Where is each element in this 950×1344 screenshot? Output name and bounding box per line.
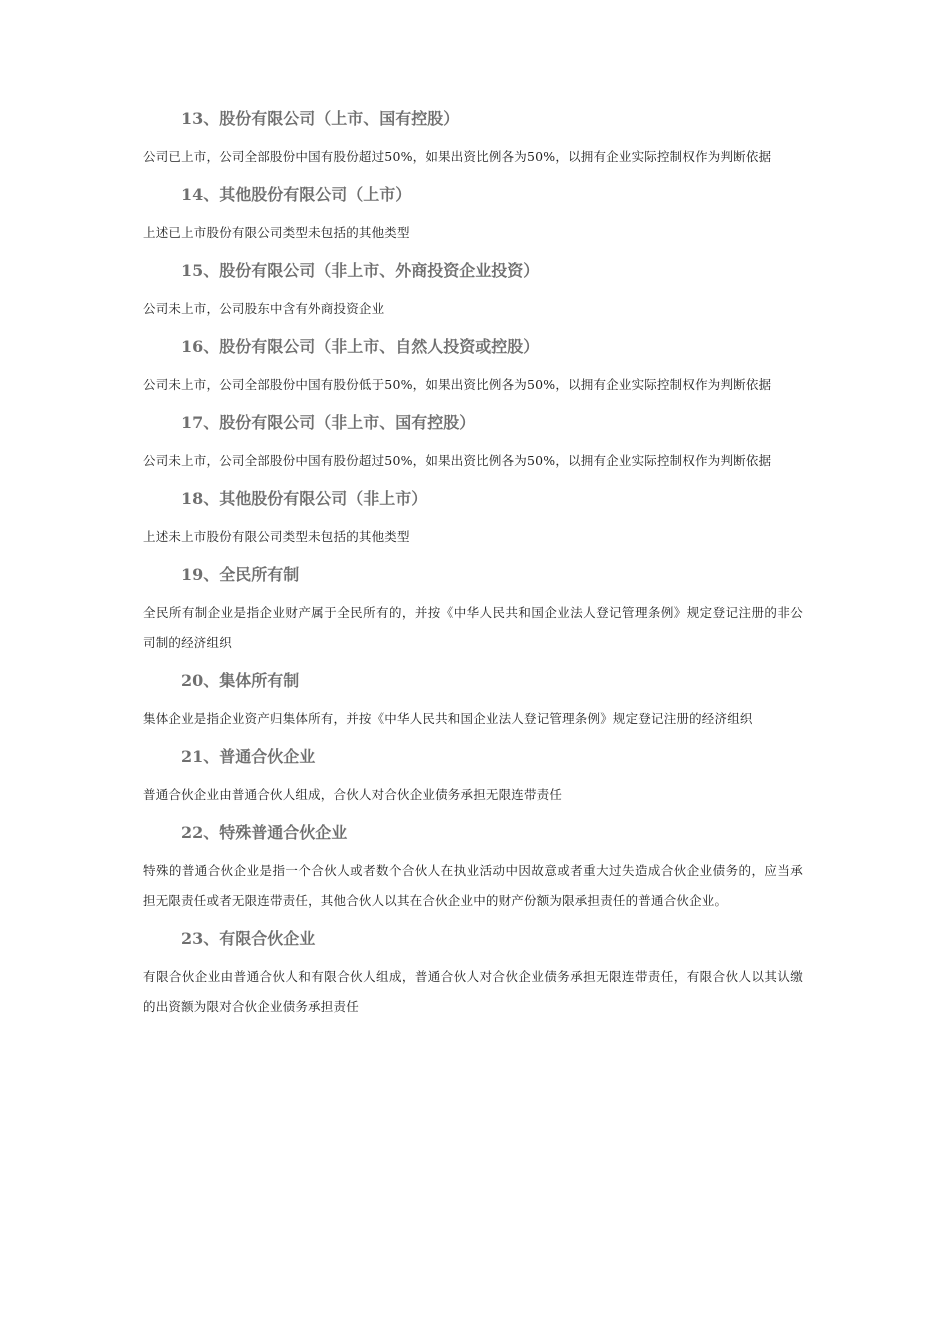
section-23: [143, 926, 803, 1022]
section-22: [143, 820, 803, 916]
section-heading: 18、其他股份有限公司（非上市）: [181, 489, 428, 508]
section-heading: 22、特殊普通合伙企业: [181, 823, 348, 842]
section-14: [143, 182, 803, 248]
section-heading: 20、集体所有制: [181, 671, 300, 690]
section-20: [143, 668, 803, 734]
section-heading: 23、有限合伙企业: [181, 929, 316, 948]
section-19: [143, 562, 803, 658]
section-heading: 19、全民所有制: [181, 565, 300, 584]
document-content: [143, 106, 803, 1032]
section-description: 有限合伙企业由普通合伙人和有限合伙人组成，普通合伙人对合伙企业债务承担无限连带责任，有限合伙人以其认缴的出资额为限对合伙企业债务承担责任: [143, 969, 803, 1014]
section-heading: 17、股份有限公司（非上市、国有控股）: [181, 413, 476, 432]
section-description: 集体企业是指企业资产归集体所有，并按《中华人民共和国企业法人登记管理条例》规定登记注册的经济组织: [143, 711, 753, 726]
section-description: 公司未上市，公司全部股份中国有股份低于50%，如果出资比例各为50%，以拥有企业实际控制权作为判断依据: [143, 377, 772, 392]
section-21: [143, 744, 803, 810]
section-heading: 21、普通合伙企业: [181, 747, 316, 766]
section-heading: 13、股份有限公司（上市、国有控股）: [181, 109, 460, 128]
section-description: 公司已上市，公司全部股份中国有股份超过50%，如果出资比例各为50%，以拥有企业实际控制权作为判断依据: [143, 149, 772, 164]
section-description: 上述已上市股份有限公司类型未包括的其他类型: [143, 225, 410, 240]
section-description: 特殊的普通合伙企业是指一个合伙人或者数个合伙人在执业活动中因故意或者重大过失造成合伙企业债务的，应当承担无限责任或者无限连带责任，其他合伙人以其在合伙企业中的财产份额为限承担责任的普通合伙企业。: [143, 863, 803, 908]
section-description: 上述未上市股份有限公司类型未包括的其他类型: [143, 529, 410, 544]
section-17: [143, 410, 803, 476]
section-heading: 14、其他股份有限公司（上市）: [181, 185, 412, 204]
section-heading: 16、股份有限公司（非上市、自然人投资或控股）: [181, 337, 540, 356]
section-heading: 15、股份有限公司（非上市、外商投资企业投资）: [181, 261, 540, 280]
section-16: [143, 334, 803, 400]
section-13: [143, 106, 803, 172]
section-description: 普通合伙企业由普通合伙人组成，合伙人对合伙企业债务承担无限连带责任: [143, 787, 563, 802]
section-description: 全民所有制企业是指企业财产属于全民所有的，并按《中华人民共和国企业法人登记管理条例》规定登记注册的非公司制的经济组织: [143, 605, 803, 650]
section-description: 公司未上市，公司全部股份中国有股份超过50%，如果出资比例各为50%，以拥有企业实际控制权作为判断依据: [143, 453, 772, 468]
section-15: [143, 258, 803, 324]
section-description: 公司未上市，公司股东中含有外商投资企业: [143, 301, 385, 316]
section-18: [143, 486, 803, 552]
